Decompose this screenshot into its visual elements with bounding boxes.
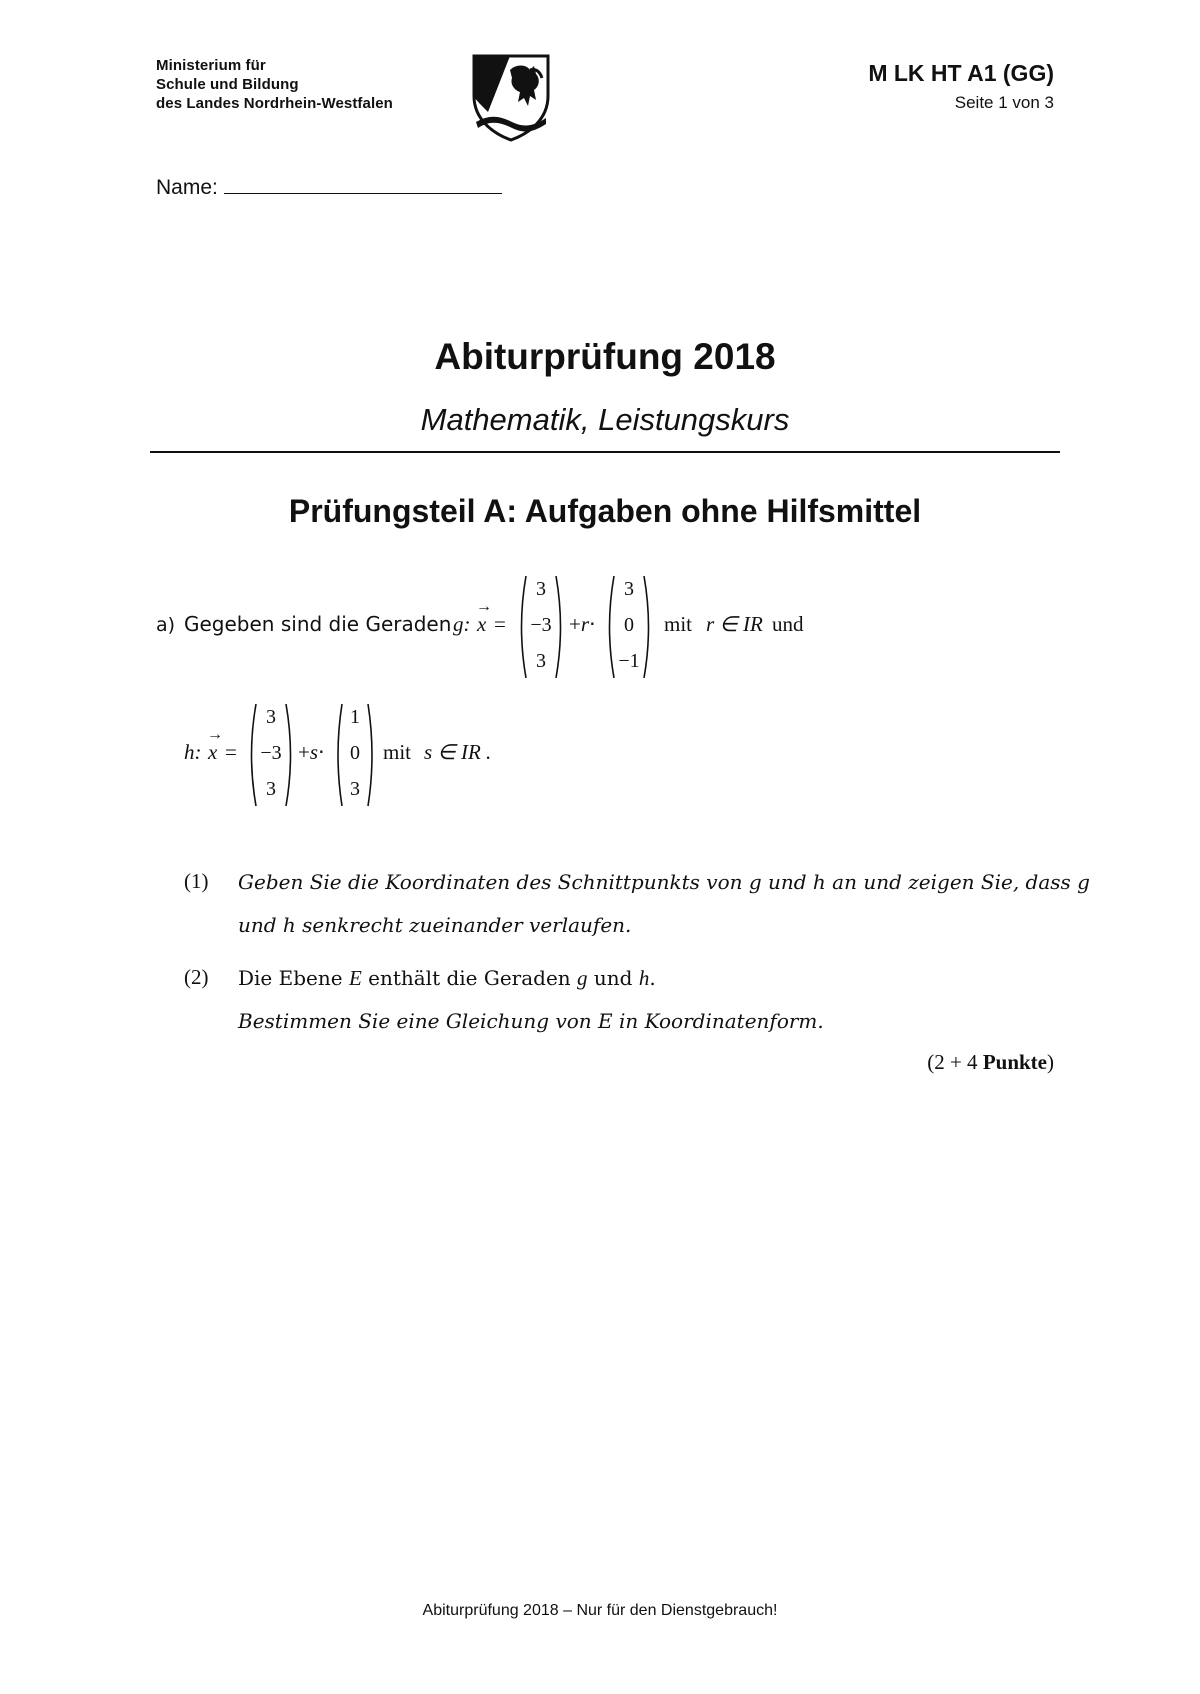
page-title: Abiturprüfung 2018 — [434, 336, 776, 377]
vector-entry: 3 — [350, 778, 360, 800]
name-field — [156, 173, 502, 200]
line-h-name: h: — [184, 740, 202, 764]
vector-entry: 0 — [350, 742, 360, 764]
line-g-mit: mit — [664, 612, 693, 636]
equals-sign: = — [225, 740, 237, 764]
subtask-2-line-1: Die Ebene E enthält die Geraden g und h. — [238, 966, 656, 990]
nrw-crest-icon — [470, 52, 552, 142]
ministry-line-1: Ministerium für — [156, 57, 266, 74]
subtask-2-number: (2) — [184, 965, 209, 989]
equals-sign: = — [494, 612, 506, 636]
vector-entry: −3 — [260, 742, 282, 764]
subtask-2-line-2: Bestimmen Sie eine Gleichung von E in Koordinatenform. — [238, 1009, 824, 1033]
title-divider — [150, 451, 1060, 453]
line-g-und: und — [772, 612, 804, 636]
vector-entry: 3 — [266, 778, 276, 800]
line-g-direction-vector — [604, 574, 654, 680]
vector-entry: −3 — [530, 614, 552, 636]
line-h-domain: s ∈ IR . — [424, 740, 492, 764]
ministry-line-3: des Landes Nordrhein-Westfalen — [156, 95, 393, 112]
vector-entry: 0 — [624, 614, 634, 636]
subtask-1-line-2: und h senkrecht zueinander verlaufen. — [238, 913, 632, 937]
vector-x-symbol: x → — [207, 726, 223, 764]
document-id — [868, 60, 1054, 113]
line-g-name: g: — [453, 612, 471, 636]
vector-entry: 3 — [624, 578, 634, 600]
vector-entry: 3 — [536, 578, 546, 600]
points-info: (2 + 4 Punkte) — [927, 1050, 1054, 1074]
plus-param-r: +r⋅ — [569, 612, 596, 636]
ministry-name — [156, 56, 393, 113]
vector-x-symbol: x → — [476, 598, 492, 636]
name-blank-line — [224, 173, 502, 194]
vector-entry: 3 — [536, 650, 546, 672]
vector-entry: 3 — [266, 706, 276, 728]
line-h-mit: mit — [383, 740, 412, 764]
ministry-line-2: Schule und Bildung — [156, 76, 299, 93]
line-h-direction-vector — [333, 702, 377, 808]
plus-param-s: +s⋅ — [298, 740, 325, 764]
line-g-domain: r ∈ IR — [706, 612, 763, 636]
vector-entry: 1 — [350, 706, 360, 728]
subtask-1-number: (1) — [184, 869, 209, 893]
subtask-1-line-1: Geben Sie die Koordinaten des Schnittpunkts von g und h an und zeigen Sie, dass g — [238, 870, 1090, 894]
name-label: Name: — [156, 176, 218, 199]
document-code: M LK HT A1 (GG) — [868, 60, 1054, 86]
task-intro: Gegeben sind die Geraden — [184, 612, 452, 636]
page-info: Seite 1 von 3 — [954, 93, 1054, 112]
line-h-support-vector — [246, 702, 296, 808]
line-g-support-vector — [516, 574, 566, 680]
page-footer: Abiturprüfung 2018 – Nur für den Dienstgebrauch! — [422, 1602, 778, 1619]
section-title: Prüfungsteil A: Aufgaben ohne Hilfsmittel — [288, 493, 922, 529]
vector-entry: −1 — [618, 650, 640, 672]
page-subtitle: Mathematik, Leistungskurs — [420, 402, 790, 437]
task-label: a) — [156, 614, 176, 636]
